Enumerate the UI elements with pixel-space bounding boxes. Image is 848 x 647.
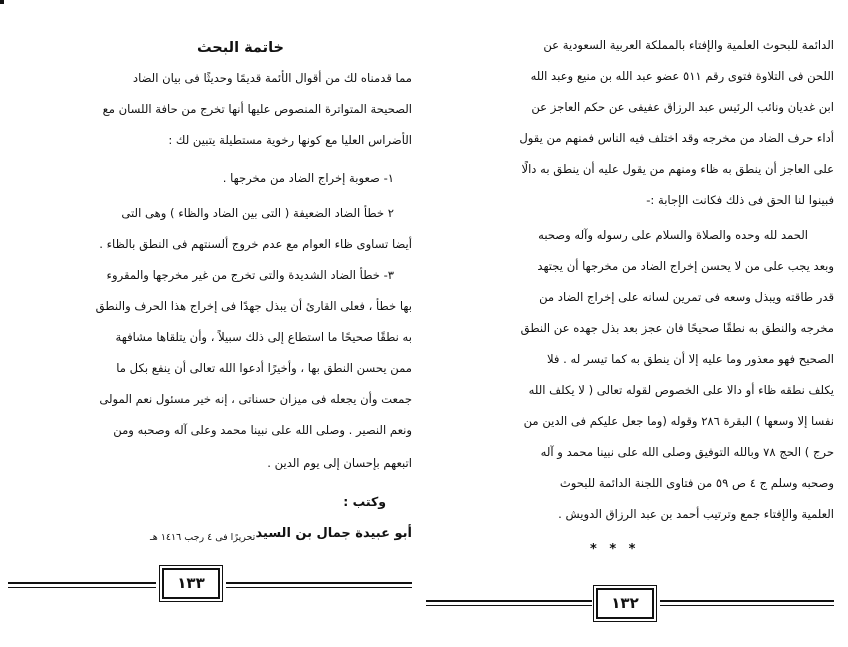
date-line: تحريرًا فى ٤ رجب ١٤١٦ هـ [150, 532, 256, 543]
page-title: خاتمة البحث [196, 40, 284, 56]
text-line: فبينوا لنا الحق فى ذلك فكانت الإجابة :- [646, 193, 834, 207]
text-line: يكلف نطقه ظاء أو دالا على الخصوص لقوله تعالى ( لا يكلف الله [528, 383, 834, 397]
text-line: ممن يحسن النطق بها ، وأخيرًا أدعوا الله تعالى أن ينفع بكل ما [116, 361, 412, 375]
text-line: وصحبه وسلم ج ٤ ص ٥٩ من فتاوى اللجنة الدائمة للبحوث [559, 476, 834, 490]
footer-rule [226, 587, 412, 588]
text-line: به نطقًا صحيحًا ما استطاع إلى ذلك سبيلاً ، وأن يتلقاها مشافهة [115, 330, 412, 344]
footer-rule [660, 600, 834, 602]
page-number: ١٣٣ [162, 568, 220, 599]
footer-rule [8, 587, 156, 588]
text-line: مما قدمناه لك من أقوال الأئمة قديمًا وحديثًا فى بيان الضاد [132, 71, 412, 85]
section-separator: * * * [590, 542, 640, 557]
text-line: ابن غديان ونائب الرئيس عبد الرزاق عفيفى عن حكم العاجز عن [531, 100, 834, 114]
text-line: وبعد يجب على من لا يحسن إخراج الضاد من مخرجها أن يجتهد [537, 259, 834, 273]
footer-rule [426, 605, 592, 606]
list-item: ٣- خطأ الضاد الشديدة والتى تخرج من غير مخرجها والمقروء [106, 268, 394, 282]
footer-rule [426, 600, 592, 602]
signoff: وكتب : [343, 494, 386, 509]
footer-rule [226, 582, 412, 584]
text-line: الصحيح فهو معذور وما عليه إلا أن ينطق به كما تيسر له . فلا [547, 352, 834, 366]
text-line: الصحيحة المتواترة المنصوص عليها أنها تخرج من حافة اللسان مع [102, 102, 412, 116]
text-line: أداء حرف الضاد من مخرجه وقد اختلف فيه الناس فمنهم من يقول [519, 131, 834, 145]
text-line: الدائمة للبحوث العلمية والإفتاء بالمملكة العربية السعودية عن [543, 38, 834, 52]
right-page [424, 0, 848, 647]
page-number: ١٣٢ [596, 588, 654, 619]
list-item: ٢ خطأ الضاد الضعيفة ( التى بين الضاد والظاء ) وهى التى [121, 206, 394, 220]
text-line: حرج ) الحج ٧٨ وبالله التوفيق وصلى الله على نبينا محمد و آله [540, 445, 834, 459]
text-line: الأضراس العليا مع كونها رخوية مستطيلة يتبين لك : [168, 133, 412, 147]
text-line: اللحن فى التلاوة فتوى رقم ٥١١ عضو عبد الله بن منيع وعبد الله [530, 69, 834, 83]
text-line: بها خطأ ، فعلى القارئ أن يبذل جهدًا فى إخراج هذا الحرف والنطق [95, 299, 412, 313]
author-name: أبو عبيدة جمال بن السيد [255, 526, 412, 541]
text-line: العلمية والإفتاء جمع وترتيب أحمد بن عبد الرزاق الدويش . [558, 507, 834, 521]
text-line: الحمد لله وحده والصلاة والسلام على رسوله وآله وصحبه [538, 228, 808, 242]
text-line: نفسا إلا وسعها ) البقرة ٢٨٦ وقوله (وما جعل عليكم فى الدين من [523, 414, 834, 428]
text-line: مخرجه والنطق به نطقًا صحيحًا فان عجز بعد بذل جهده عن النطق [520, 321, 834, 335]
footer-rule [660, 605, 834, 606]
text-line: أيضا تساوى ظاء العوام مع عدم خروج ألسنتهم فى النطق بالظاء . [99, 237, 412, 251]
text-line: قدر طاقته ويبذل وسعه فى تمرين لسانه على إخراج الضاد من [539, 290, 834, 304]
text-line: ونعم النصير . وصلى الله على نبينا محمد وعلى آله وصحبه ومن [113, 423, 412, 437]
text-line: اتبعهم بإحسان إلى يوم الدين . [267, 456, 412, 470]
list-item: ١- صعوبة إخراج الضاد من مخرجها . [222, 171, 394, 185]
footer-rule [8, 582, 156, 584]
text-line: على العاجز أن ينطق به ظاء ومنهم من يقول عليه أن ينطق به دالًا [521, 162, 834, 176]
text-line: جمعت وأن يجعله فى ميزان حسناتى ، إنه خير مسئول نعم المولى [99, 392, 412, 406]
